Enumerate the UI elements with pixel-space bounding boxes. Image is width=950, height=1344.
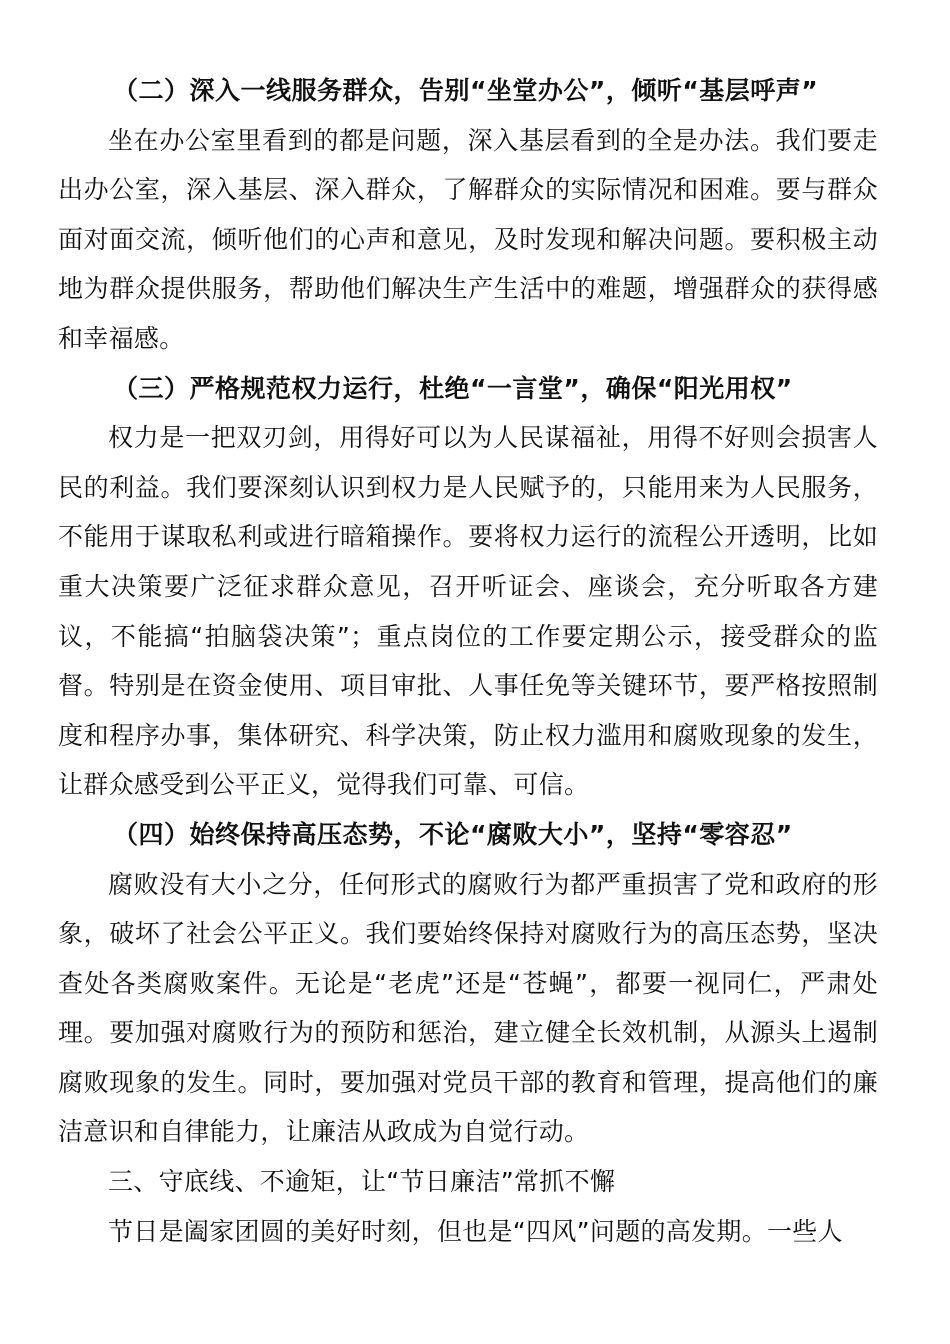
section-title-3: 三、守底线、不逾矩，让“节日廉洁”常抓不懈: [108, 1167, 616, 1197]
paragraph-serve-masses: 坐在办公室里看到的都是问题，深入基层看到的全是办法。我们要走出办公室，深入基层、深入群众，了解群众的实际情况和困难。要与群众面对面交流，倾听他们的心声和意见，及时发现和解决问题。要积极主动地为群众提供服务，帮助他们解决生产生活中的难题，增强群众的获得感和幸福感。: [58, 125, 878, 353]
subheading-3: （三）严格规范权力运行，杜绝“一言堂”，确保“阳光用权”: [113, 373, 793, 403]
paragraph-regulate-power: 权力是一把双刃剑，用得好可以为人民谋福祉，用得不好则会损害人民的利益。我们要深刻认识到权力是人民赋予的，只能用来为人民服务，不能用于谋取私利或进行暗箱操作。要将权力运行的流程公开透明，比如重大决策要广泛征求群众意见，召开听证会、座谈会，充分听取各方建议，不能搞“拍脑袋决策”；重点岗位的工作要定期公示，接受群众的监督。特别是在资金使用、项目审批、人事任免等关键环节，要严格按照制度和程序办事，集体研究、科学决策，防止权力滥用和腐败现象的发生，让群众感受到公平正义，觉得我们可靠、可信。: [58, 423, 878, 800]
document-body: [58, 66, 878, 1256]
paragraph-anti-corruption: 腐败没有大小之分，任何形式的腐败行为都严重损害了党和政府的形象，破坏了社会公平正义。我们要始终保持对腐败行为的高压态势，坚决查处各类腐败案件。无论是“老虎”还是“苍蝇”，都要一视同仁，严肃处理。要加强对腐败行为的预防和惩治，建立健全长效机制，从源头上遏制腐败现象的发生。同时，要加强对党员干部的教育和管理，提高他们的廉洁意识和自律能力，让廉洁从政成为自觉行动。: [58, 869, 878, 1147]
paragraph-holiday-integrity: 节日是阖家团圆的美好时刻，但也是“四风”问题的高发期。一些人: [108, 1216, 843, 1246]
subheading-4: （四）始终保持高压态势，不论“腐败大小”，坚持“零容忍”: [113, 819, 793, 849]
subheading-2: （二）深入一线服务群众，告别“坐堂办公”，倾听“基层呼声”: [113, 76, 819, 105]
